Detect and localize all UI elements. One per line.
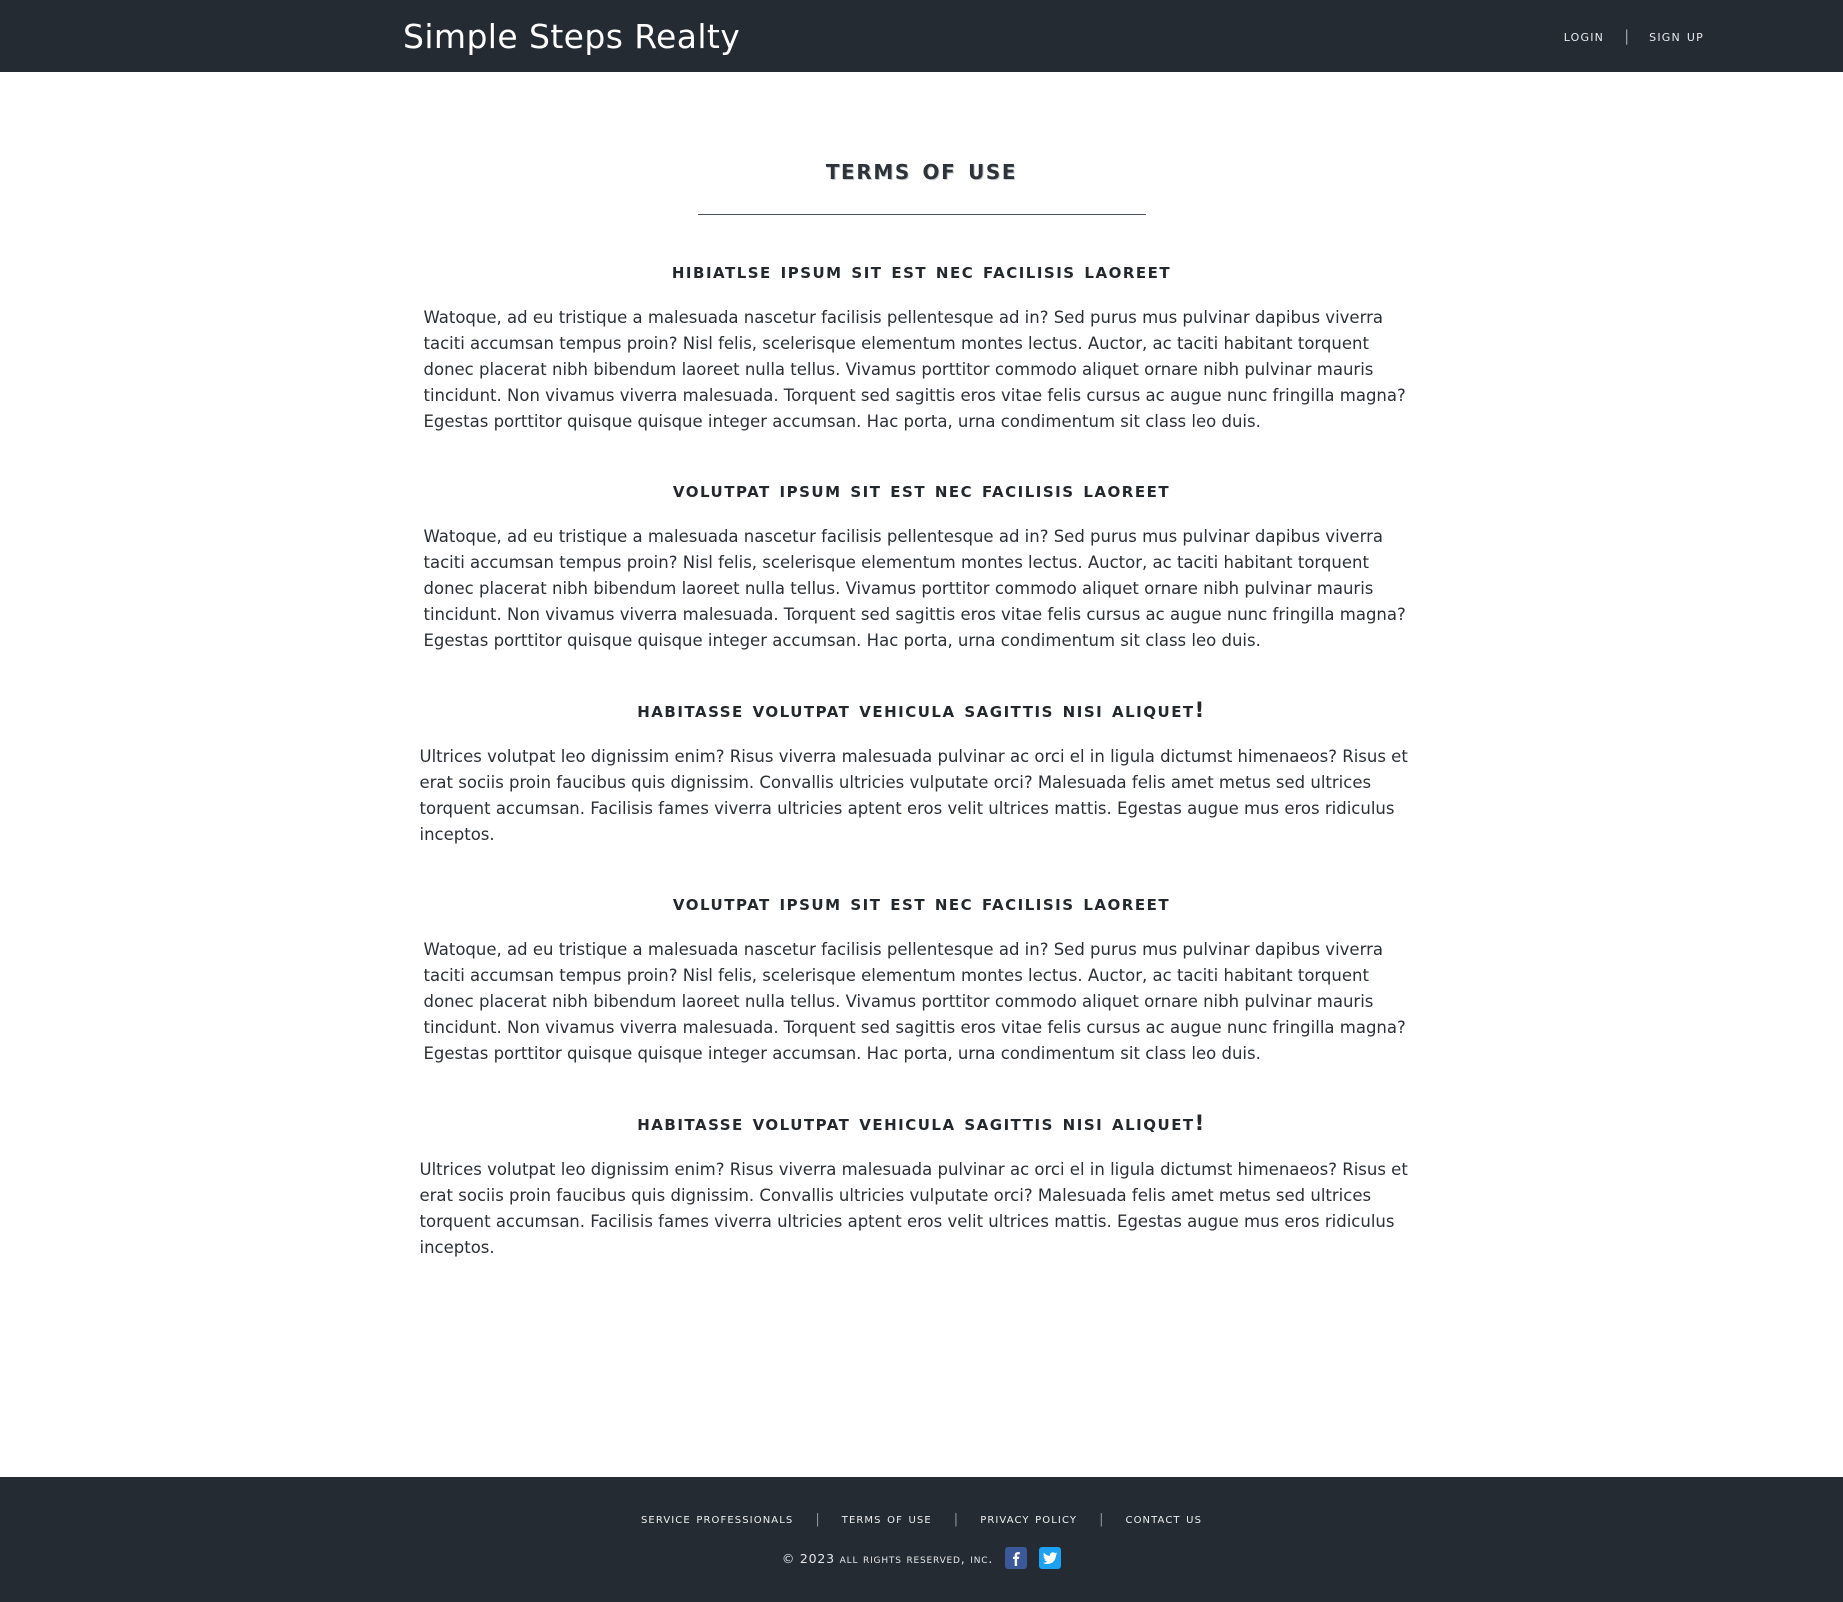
login-link[interactable]: login <box>1563 27 1605 45</box>
section-4 <box>422 891 1422 1066</box>
brand-logo[interactable]: Simple Steps Realty <box>403 16 741 56</box>
footer-divider-3: | <box>1099 1511 1104 1527</box>
footer-link-service-professionals[interactable]: service professionals <box>640 1511 794 1527</box>
section-3-body: Ultrices volutpat leo dignissim enim? Risus viverra malesuada pulvinar ac orci el in ligula dictumst himenaeos? Risus et erat sociis proin faucibus quis dignissim. Convallis ultricies vulputate orci? Malesuada felis amet metus sed ultrices torquent accumsan. Facilisis fames viverra ultricies aptent eros velit ultrices mattis. Egestas augue mus eros ridiculus inceptos. <box>419 746 1408 844</box>
section-5 <box>419 1110 1422 1261</box>
footer-bottom <box>0 1547 1843 1569</box>
section-2-body: Watoque, ad eu tristique a malesuada nascetur facilisis pellentesque ad in? Sed purus mus pulvinar dapibus viverra taciti accumsan tempus proin? Nisl felis, scelerisque elementum montes lectus. Auctor, ac taciti habitant torquent donec placerat nibh bibendum laoreet nulla tellus. Vivamus porttitor commodo aliquet ornare nibh pulvinar mauris tincidunt. Non vivamus viverra malesuada. Torquent sed sagittis eros vitae felis cursus ac augue nunc fringilla magna? Egestas porttitor quisque quisque integer accumsan. Hac porta, urna condimentum sit class leo duis. <box>423 527 1406 651</box>
footer-divider-2: | <box>953 1511 959 1527</box>
section-2 <box>422 478 1422 653</box>
section-4-body: Watoque, ad eu tristique a malesuada nascetur facilisis pellentesque ad in? Sed purus mus pulvinar dapibus viverra taciti accumsan tempus proin? Nisl felis, scelerisque elementum montes lectus. Auctor, ac taciti habitant torquent donec placerat nibh bibendum laoreet nulla tellus. Vivamus porttitor commodo aliquet ornare nibh pulvinar mauris tincidunt. Non vivamus viverra malesuada. Torquent sed sagittis eros vitae felis cursus ac augue nunc fringilla magna? Egestas porttitor quisque quisque integer accumsan. Hac porta, urna condimentum sit class leo duis. <box>423 940 1406 1064</box>
twitter-icon[interactable] <box>1039 1547 1061 1569</box>
title-divider <box>698 214 1146 215</box>
signup-link[interactable]: sign up <box>1649 27 1704 45</box>
footer-divider-1: | <box>815 1511 820 1527</box>
section-3-heading: habitasse volutpat vehicula sagittis nisi aliquet! <box>637 697 1206 722</box>
page-title: terms of use <box>825 152 1018 186</box>
section-3 <box>419 697 1422 848</box>
section-5-heading: habitasse volutpat vehicula sagittis nisi aliquet! <box>637 1110 1206 1135</box>
site-header <box>0 0 1843 72</box>
facebook-icon[interactable] <box>1005 1547 1027 1569</box>
section-1-heading: hibiatlse ipsum sit est nec facilisis laoreet <box>671 259 1172 283</box>
content-wrapper <box>419 152 1422 1260</box>
footer-links <box>0 1511 1843 1527</box>
site-footer <box>0 1477 1843 1602</box>
section-4-heading: volutpat ipsum sit est nec facilisis laoreet <box>672 891 1171 916</box>
footer-link-contact-us[interactable]: contact us <box>1125 1511 1203 1527</box>
section-1 <box>422 259 1422 434</box>
header-nav <box>1544 27 1724 45</box>
section-5-body: Ultrices volutpat leo dignissim enim? Risus viverra malesuada pulvinar ac orci el in ligula dictumst himenaeos? Risus et erat sociis proin faucibus quis dignissim. Convallis ultricies vulputate orci? Malesuada felis amet metus sed ultrices torquent accumsan. Facilisis fames viverra ultricies aptent eros velit ultrices mattis. Egestas augue mus eros ridiculus inceptos. <box>419 1159 1408 1257</box>
nav-divider: | <box>1624 27 1630 45</box>
footer-link-privacy-policy[interactable]: privacy policy <box>980 1511 1078 1527</box>
section-1-body: Watoque, ad eu tristique a malesuada nascetur facilisis pellentesque ad in? Sed purus mus pulvinar dapibus viverra taciti accumsan tempus proin? Nisl felis, scelerisque elementum montes lectus. Auctor, ac taciti habitant torquent donec placerat nibh bibendum laoreet nulla tellus. Vivamus porttitor commodo aliquet ornare nibh pulvinar mauris tincidunt. Non vivamus viverra malesuada. Torquent sed sagittis eros vitae felis cursus ac augue nunc fringilla magna? Egestas porttitor quisque quisque integer accumsan. Hac porta, urna condimentum sit class leo duis. <box>423 308 1406 431</box>
copyright-text: © 2023 all rights reserved, inc. <box>781 1550 994 1566</box>
main-content <box>0 72 1843 1477</box>
section-2-heading: volutpat ipsum sit est nec facilisis laoreet <box>672 478 1171 503</box>
footer-link-terms-of-use[interactable]: terms of use <box>841 1511 932 1527</box>
